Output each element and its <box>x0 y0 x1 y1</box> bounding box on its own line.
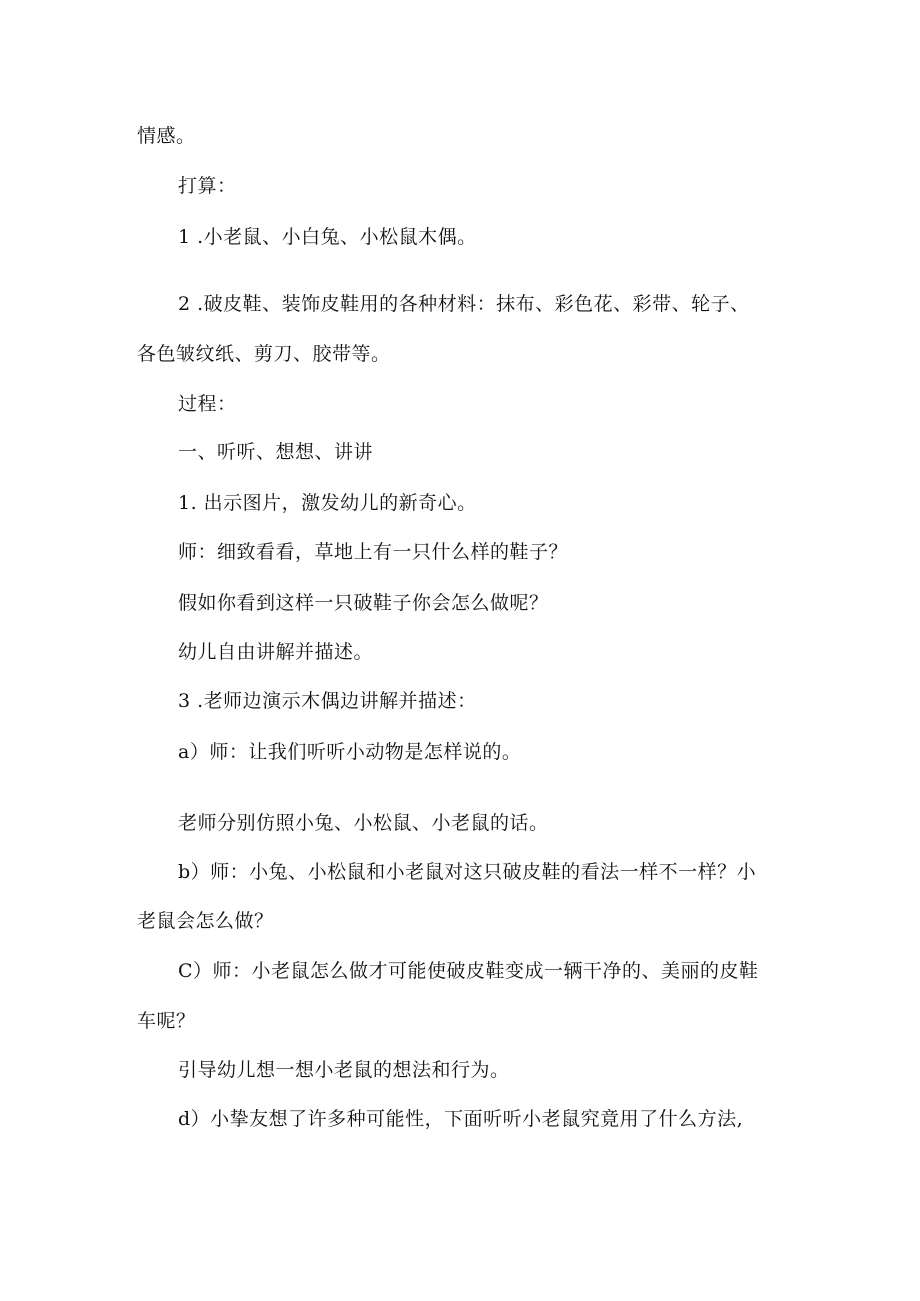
text-line: 老鼠会怎么做？ <box>137 910 274 932</box>
text-line: b）师：小兔、小松鼠和小老鼠对这只破皮鞋的看法一样不一样？小 <box>178 861 757 883</box>
text-line: 3 .老师边演示木偶边讲解并描述： <box>178 690 477 712</box>
text-line: 1. 出示图片，激发幼儿的新奇心。 <box>178 492 477 514</box>
text-line: a）师：让我们听听小动物是怎样说的。 <box>178 741 522 763</box>
text-line: 车呢？ <box>137 1010 196 1032</box>
text-line: 师：细致看看，草地上有一只什么样的鞋子？ <box>178 541 569 563</box>
text-line: 打算： <box>178 175 237 197</box>
text-line: 引导幼儿想一想小老鼠的想法和行为。 <box>178 1059 510 1081</box>
text-line: 过程： <box>178 393 237 415</box>
text-line: d）小挚友想了许多种可能性，下面听听小老鼠究竟用了什么方法, <box>178 1108 744 1130</box>
text-line: 一、听听、想想、讲讲 <box>178 441 374 463</box>
text-line: 假如你看到这样一只破鞋子你会怎么做呢？ <box>178 592 549 614</box>
text-line: C）师：小老鼠怎么做才可能使破皮鞋变成一辆干净的、美丽的皮鞋 <box>178 960 759 982</box>
text-line: 老师分别仿照小兔、小松鼠、小老鼠的话。 <box>178 812 549 834</box>
text-line: 各色皱纹纸、剪刀、胶带等。 <box>137 343 391 365</box>
text-line: 情感。 <box>137 125 196 147</box>
text-line: 幼儿自由讲解并描述。 <box>178 641 374 663</box>
text-line: 1 .小老鼠、小白兔、小松鼠木偶。 <box>178 226 477 248</box>
text-line: 2 .破皮鞋、装饰皮鞋用的各种材料：抹布、彩色花、彩带、轮子、 <box>178 293 750 315</box>
